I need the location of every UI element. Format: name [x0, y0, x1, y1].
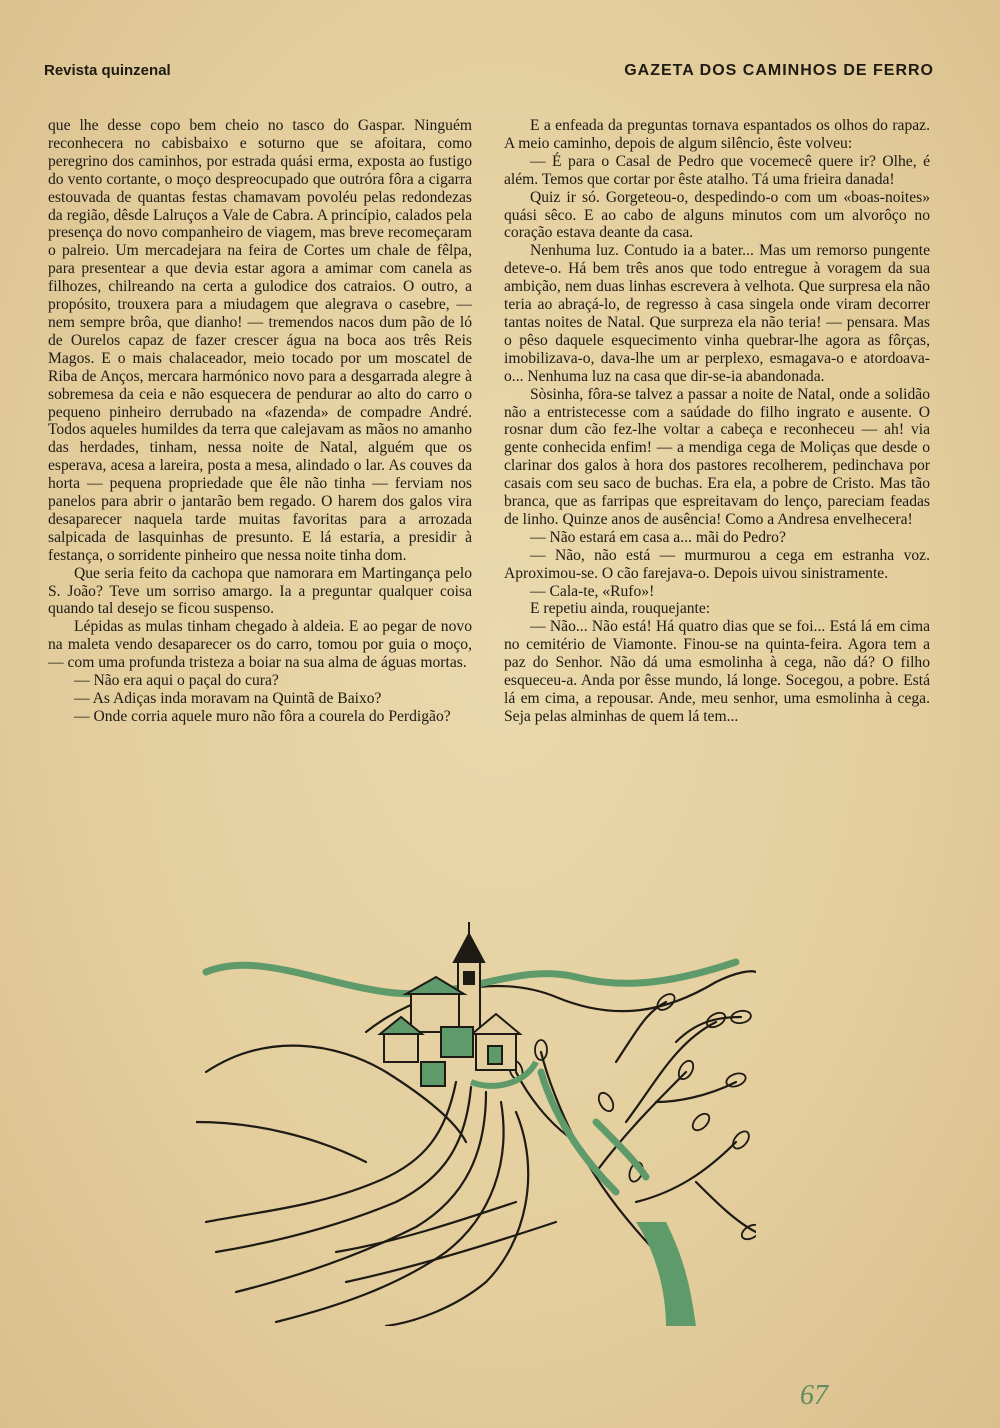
- left-text-column: [48, 117, 472, 726]
- paragraph: — Não estará em casa a... mãi do Pedro?: [530, 528, 786, 546]
- paragraph: — É para o Casal de Pedro que vocemecê quere ir? Olhe, é além. Temos que cortar por êste atalho. Tá uma frieira danada!: [504, 152, 930, 188]
- paragraph: Lépidas as mulas tinham chegado à aldeia. E ao pegar de novo na maleta vendo desaparecer os do carro, tomou por guia o moço, — com uma profunda tristeza a boiar na sua alma de águas mortas.: [48, 618, 472, 672]
- paragraph: Nenhuma luz. Contudo ia a bater... Mas um remorso pungente deteve-o. Há bem três anos que todo entregue à voragem da sua ambição, nem duas linhas escrevera à velhota. Que surpresa ela não teria ao abraçá-lo, de regresso à casa singela onde viram decorrer tantas noites de Natal. Que surpreza ela não teria! — pensara. Mas o pêso daquele esquecimento vinha quebrar-lhe agora as fôrças, imobilizava-o, dava-lhe um ar perplexo, esmagava-o e atordoava-o... Nenhuma luz na casa que dir-se-ia abandonada.: [504, 242, 930, 385]
- page-number: 67: [800, 1380, 828, 1411]
- paragraph: E repetiu ainda, rouquejante:: [530, 600, 711, 618]
- village-landscape-illustration: [196, 922, 756, 1326]
- paragraph: — Não, não está — murmurou a cega em estranha voz. Aproximou-se. O cão farejava-o. Depois uivou sinistramente.: [504, 546, 930, 582]
- paragraph: — Não... Não está! Há quatro dias que se foi... Está lá em cima no cemitério de Viamonte. Finou-se na quinta-feira. Agora tem a paz do Senhor. Não dá uma esmolinha à cega, não dá? O filho esqueceu-a. Anda por êsse mundo, lá longe. Socegou, a pobre. Está lá em cima, a repousar. Ande, meu senhor, uma esmolinha à cega. Seja pelas alminhas de quem lá tem...: [504, 618, 930, 725]
- page-header: [44, 62, 934, 84]
- magazine-periodicity: Revista quinzenal: [44, 62, 171, 79]
- paragraph: Quiz ir só. Gorgeteou-o, despedindo-o com um «boas-noites» quási sêco. E ao cabo de alguns minutos com um alvorôço no coração estava deante da casa.: [504, 188, 930, 242]
- paragraph: E a enfeada da preguntas tornava espantados os olhos do rapaz. A meio caminho, depois de algum silêncio, êste volveu:: [504, 117, 930, 152]
- paragraph: — Onde corria aquele muro não fôra a courela do Perdigão?: [74, 707, 451, 725]
- paragraph: — Cala-te, «Rufo»!: [530, 582, 655, 600]
- paragraph: Que seria feito da cachopa que namorara em Martingança pelo S. João? Teve um sorriso amargo. Ia a preguntar qualquer coisa quando tal desejo se ficou suspenso.: [48, 564, 472, 618]
- paragraph: — As Adiças inda moravam na Quintã de Baixo?: [74, 690, 382, 707]
- paragraph: que lhe desse copo bem cheio no tasco do Gaspar. Ninguém reconhecera no cabisbaixo e soturno que se afoitara, como peregrino dos caminhos, por estrada quási erma, exposta ao fustigo do vento cortante, o moço despreocupado que outróra fôra a cigarra estouvada de quantas festas chamavam povoléu pelas redondezas da região, dêsde Lalruços a Vale de Cabra. A princípio, calados pela presença do novo companheiro de viagem, mas breve recomeçaram o palreio. Um mercadejara na feira de Cortes um chale de fêlpa, para presentear a que devia estar agora a amimar com canela as filhozes, chilreando na certa a gulodice dos catraios. O outro, a propósito, trouxera para a miudagem que alegrava o casebre, — nem sempre brôa, que dianho! — tremendos nacos dum pão de ló de Ourelos capaz de fazer crescer água na boca aos três Reis Magos. E o mais chalaceador, meio tocado por um moscatel de Riba de Anços, mercara harmónico novo para a desgarrada alegre à sobremesa da ceia e não esquecera de pendurar ao alto do carro o pequeno pinheiro derrubado na «fazenda» de compadre André. Todos aqueles humildes da terra que calejavam as mãos no amanho das herdades, tinham, nessa noite de Natal, alguém que os esperava, acesa a lareira, posta a mesa, alindado o lar. As couves da horta — pequena propriedade que êle não tinha — ferviam nos panelos para abrir o jantarão bem regado. O harem dos galos vira desaparecer naquela tarde muitas favoritas para a arrozada salpicada de lasquinhas de presunto. E lá estaria, a presidir à festança, o sorridente pinheiro que nessa noite tinha dom.: [48, 117, 472, 564]
- right-text-column: [504, 117, 930, 726]
- paragraph: — Não era aqui o paçal do cura?: [74, 672, 279, 690]
- magazine-title: GAZETA DOS CAMINHOS DE FERRO: [624, 62, 934, 79]
- paragraph: Sòsinha, fôra-se talvez a passar a noite de Natal, onde a solidão não a entristecesse com a saúdade do filho ingrato e ausente. O rosnar dum cão fez-lhe voltar a cabeça e reconheceu — ah! via gente conhecida enfim! — a mendiga cega de Moliças que desde o clarinar dos galos à hora dos pastores recolherem, pedinchava por casais com seu saco de buchas. Era ela, a pobre de Cristo. Mas tão branca, que as farripas que espreitavam do lenço, pareciam feadas de linho. Quinze anos de ausência! Como a Andresa envelhecera!: [504, 385, 930, 528]
